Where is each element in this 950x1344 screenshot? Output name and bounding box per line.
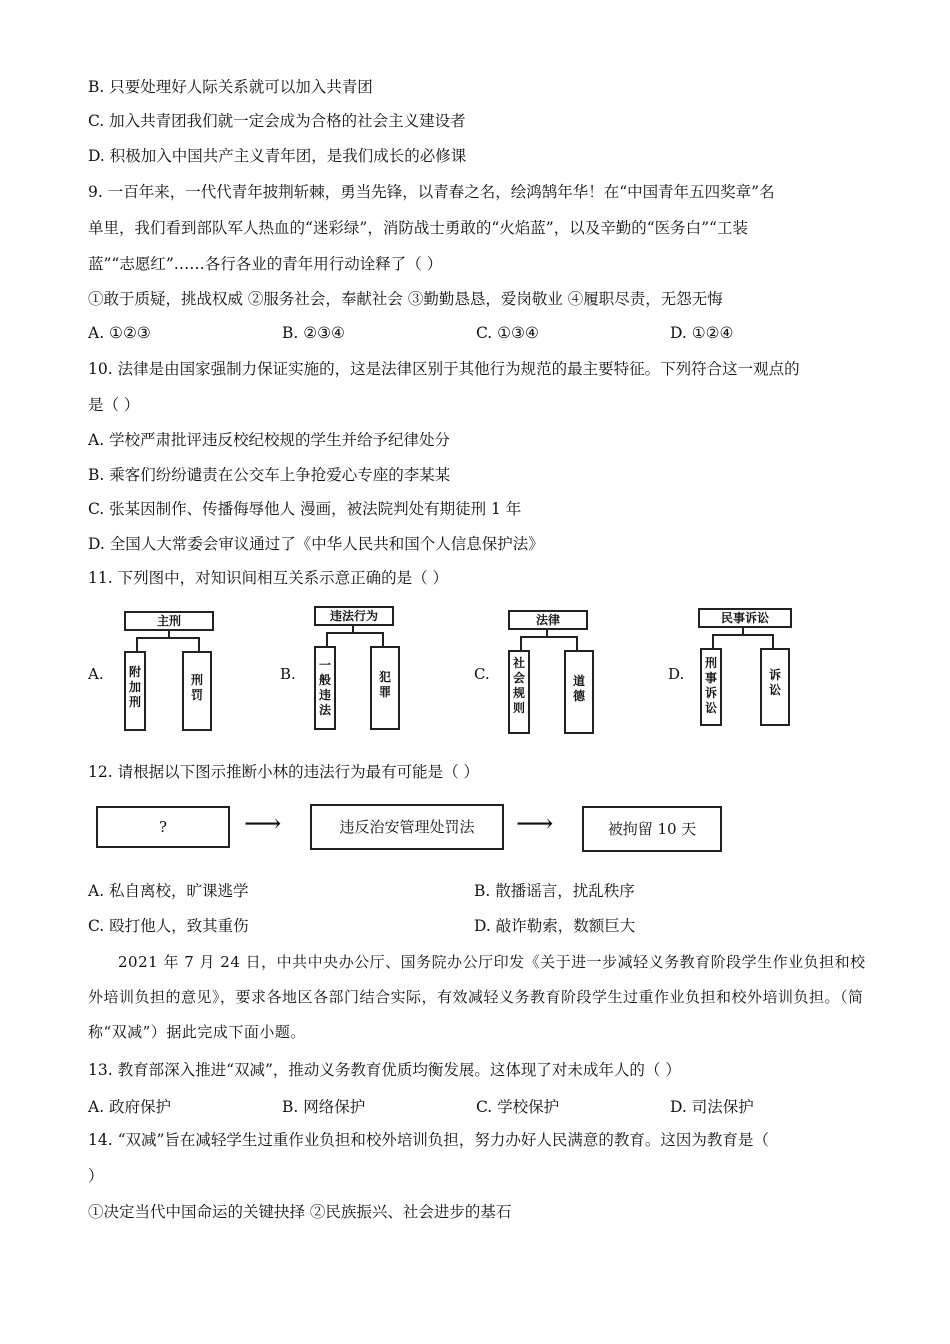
q12-stem: 12. 请根据以下图示推断小林的违法行为最有可能是（ ）: [88, 763, 480, 781]
q12-option-b: B. 散播谣言，扰乱秩序: [474, 882, 635, 900]
q11-diagram-c-left-box: 社会规则: [508, 650, 530, 734]
q10-option-b: B. 乘客们纷纷谴责在公交车上争抢爱心专座的李某某: [88, 466, 451, 484]
q10-stem-line-2: 是（ ）: [88, 396, 140, 414]
q10-option-a: A. 学校严肃批评违反校纪校规的学生并给予纪律处分: [88, 431, 451, 449]
q11-diagram-a-right-box: 刑罚: [182, 651, 212, 731]
q11-diagram-a: [88, 605, 228, 735]
q11-diagram-d-top-box: 民事诉讼: [698, 608, 792, 628]
q11-diagram-d-left-box: 刑事诉讼: [700, 648, 722, 726]
q11-diagram-b-letter: B.: [280, 665, 296, 683]
q11-diagram-d-right-box: 诉讼: [760, 648, 790, 726]
q8-option-c: C. 加入共青团我们就一定会成为合格的社会主义建设者: [88, 112, 466, 130]
q9-options: [88, 324, 868, 344]
q11-diagram-d: [668, 604, 808, 734]
q11-diagram-a-left-box: 附加刑: [124, 651, 146, 731]
q12-option-d: D. 敲诈勒索，数额巨大: [474, 917, 636, 935]
q13-option-a: A. 政府保护: [88, 1098, 172, 1116]
q11-diagram-b-right-box: 犯罪: [370, 646, 400, 730]
q13-option-b: B. 网络保护: [282, 1098, 366, 1116]
q11-diagram-b-top-box: 违法行为: [314, 606, 394, 626]
q11-diagram-a-letter: A.: [88, 665, 104, 683]
q11-diagram-c: [474, 606, 614, 736]
q14-stem-line-2: ）: [88, 1167, 104, 1185]
q13-option-c: C. 学校保护: [476, 1098, 560, 1116]
q12-arrow-right-icon: ⟶: [244, 809, 282, 839]
q8-option-d: D. 积极加入中国共产主义青年团，是我们成长的必修课: [88, 147, 467, 165]
q11-diagram-c-letter: C.: [474, 665, 490, 683]
q9-statements: ①敢于质疑，挑战权威 ②服务社会，奉献社会 ③勤勤恳恳，爱岗敬业 ④履职尽责，无怨无悔: [88, 290, 723, 308]
q11-diagram-c-right-box: 道德: [564, 650, 594, 734]
q14-statements: ①决定当代中国命运的关键抉择 ②民族振兴、社会进步的基石: [88, 1203, 512, 1221]
q9-stem-line-3: 蓝”“志愿红”……各行各业的青年用行动诠释了（ ）: [88, 255, 443, 273]
q12-flow-result: 被拘留 10 天: [582, 806, 722, 852]
q11-stem: 11. 下列图中，对知识间相互关系示意正确的是（ ）: [88, 569, 449, 587]
q9-option-b: B. ②③④: [282, 324, 345, 342]
q12-flow-unknown: ?: [96, 806, 230, 848]
q13-stem: 13. 教育部深入推进“双减”，推动义务教育优质均衡发展。这体现了对未成年人的（ ）: [88, 1061, 681, 1079]
q9-option-c: C. ①③④: [476, 324, 539, 342]
q10-option-d: D. 全国人大常委会审议通过了《中华人民共和国个人信息保护法》: [88, 535, 544, 553]
q14-stem-line-1: 14. “双减”旨在减轻学生过重作业负担和校外培训负担，努力办好人民满意的教育。这因为教育是（: [88, 1131, 769, 1149]
q10-stem-line-1: 10. 法律是由国家强制力保证实施的，这是法律区别于其他行为规范的最主要特征。下列符合这一观点的: [88, 360, 800, 378]
q9-stem-line-2: 单里，我们看到部队军人热血的“迷彩绿”，消防战士勇敢的“火焰蓝”，以及辛勤的“医务白”“工装: [88, 219, 748, 237]
q12-arrow-right-icon: ⟶: [516, 809, 554, 839]
q11-diagram-d-letter: D.: [668, 665, 685, 683]
q13-option-d: D. 司法保护: [670, 1098, 754, 1116]
q9-stem-line-1: 9. 一百年来，一代代青年披荆斩棘，勇当先锋，以青春之名，绘鸿鹄年华！在“中国青年五四奖章”名: [88, 183, 775, 201]
q10-option-c: C. 张某因制作、传播侮辱他人 漫画，被法院判处有期徒刑 1 年: [88, 500, 522, 518]
q11-diagram-b-left-box: 一般违法: [314, 646, 336, 730]
q12-option-c: C. 殴打他人，致其重伤: [88, 917, 249, 935]
q9-option-d: D. ①②④: [670, 324, 734, 342]
q8-option-b: B. 只要处理好人际关系就可以加入共青团: [88, 78, 373, 96]
q11-diagram-c-top-box: 法律: [508, 610, 588, 630]
material-paragraph: 2021 年 7 月 24 日，中共中央办公厅、国务院办公厅印发《关于进一步减轻义务教育阶段学生作业负担和校外培训负担的意见》，要求各地区各部门结合实际，有效减轻义务教育阶段学生过重作业负担和校外培训负担。（简称“双减”）据此完成下面小题。: [88, 953, 866, 1041]
q11-diagram-b: [280, 602, 420, 732]
q9-option-a: A. ①②③: [88, 324, 151, 342]
q13-options: [88, 1095, 868, 1115]
q11-diagram-a-top-box: 主刑: [124, 611, 214, 631]
q12-flow-law: 违反治安管理处罚法: [310, 804, 504, 850]
q12-option-a: A. 私自离校，旷课逃学: [88, 882, 249, 900]
